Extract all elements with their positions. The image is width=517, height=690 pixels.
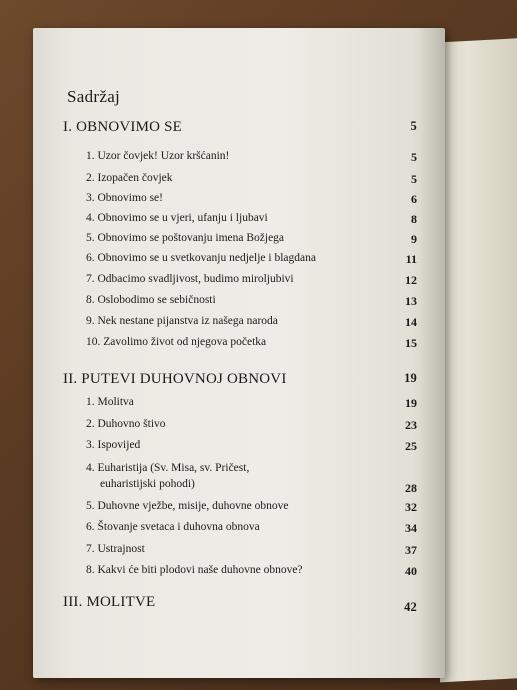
entry-label-line-1: 4. Euharistija (Sv. Misa, sv. Pričest, (86, 462, 250, 474)
entry-label: 8. Kakvi će biti plodovi naše duhovne obnove? (86, 564, 303, 576)
entry-label-multiline (86, 460, 249, 492)
entry-page: 23 (405, 418, 417, 432)
section-title: I. OBNOVIMO SE (63, 119, 183, 135)
entry-label: 7. Odbacimo svadljivost, budimo miroljubivi (86, 273, 294, 285)
entry-page: 11 (405, 252, 417, 266)
toc-entry (86, 212, 417, 227)
book-page (33, 28, 445, 678)
toc-section-1 (63, 119, 417, 136)
entry-page: 32 (405, 500, 417, 514)
toc-entry (86, 294, 417, 309)
toc-section-2 (63, 371, 417, 388)
entry-label: 3. Obnovimo se! (86, 192, 163, 204)
toc-entry (86, 439, 417, 454)
toc-entry (86, 273, 417, 288)
entry-label: 5. Obnovimo se poštovanju imena Božjega (86, 232, 285, 244)
entry-label: 6. Štovanje svetaca i duhovna obnova (86, 521, 260, 533)
entry-label: 5. Duhovne vježbe, misije, duhovne obnove (86, 500, 289, 512)
entry-page: 15 (405, 336, 417, 350)
page-fold-shadow (419, 28, 445, 678)
facing-page (440, 38, 517, 683)
toc-entry (86, 252, 417, 267)
entry-label: 10. Zavolimo život od njegova početka (86, 336, 267, 348)
entry-label: 1. Uzor čovjek! Uzor kršćanin! (86, 150, 230, 162)
entry-page: 14 (405, 315, 417, 329)
toc-entry (86, 150, 417, 165)
entry-page: 5 (411, 150, 417, 164)
entry-page: 6 (411, 192, 417, 206)
entry-page: 34 (405, 521, 417, 535)
entry-page: 8 (411, 212, 417, 226)
toc-entry (86, 460, 417, 495)
toc-entry (86, 521, 417, 536)
toc-entry (86, 564, 417, 579)
toc-entry (86, 315, 417, 330)
entry-label: 4. Obnovimo se u vjeri, ufanju i ljubavi (86, 212, 268, 224)
entry-page: 5 (411, 172, 417, 186)
toc-entry (86, 418, 417, 433)
entry-page: 13 (405, 294, 417, 308)
toc-entry (86, 172, 417, 187)
entry-label: 9. Nek nestane pijanstva iz našega naroda (86, 315, 278, 327)
entry-label: 7. Ustrajnost (86, 543, 145, 555)
entry-page: 9 (411, 232, 417, 246)
entry-label-line-2: euharistijski pohodi) (100, 478, 195, 490)
toc-entry (86, 192, 417, 207)
toc-entry (86, 396, 417, 411)
toc-heading: Sadržaj (67, 87, 121, 106)
toc-entry (86, 232, 417, 247)
section-title: II. PUTEVI DUHOVNOJ OBNOVI (63, 371, 287, 387)
entry-page: 37 (405, 543, 417, 557)
entry-page: 25 (405, 439, 417, 453)
section-page: 19 (404, 371, 417, 385)
section-page: 42 (404, 600, 417, 614)
entry-page: 19 (405, 396, 417, 410)
section-page: 5 (410, 119, 417, 133)
toc-entry (86, 543, 417, 558)
entry-label: 6. Obnovimo se u svetkovanju nedjelje i blagdana (86, 252, 316, 264)
entry-page: 28 (405, 481, 417, 495)
entry-label: 3. Ispovijed (86, 439, 141, 451)
toc-entry (86, 336, 417, 351)
entry-label: 2. Izopačen čovjek (86, 172, 173, 184)
entry-label: 1. Molitva (86, 396, 134, 408)
entry-page: 40 (405, 564, 417, 578)
entry-page: 12 (405, 273, 417, 287)
toc-entry (86, 500, 417, 515)
toc-section-3 (63, 594, 417, 614)
entry-label: 2. Duhovno štivo (86, 418, 166, 430)
section-title: III. MOLITVE (63, 594, 156, 610)
entry-label: 8. Oslobodimo se sebičnosti (86, 294, 216, 306)
